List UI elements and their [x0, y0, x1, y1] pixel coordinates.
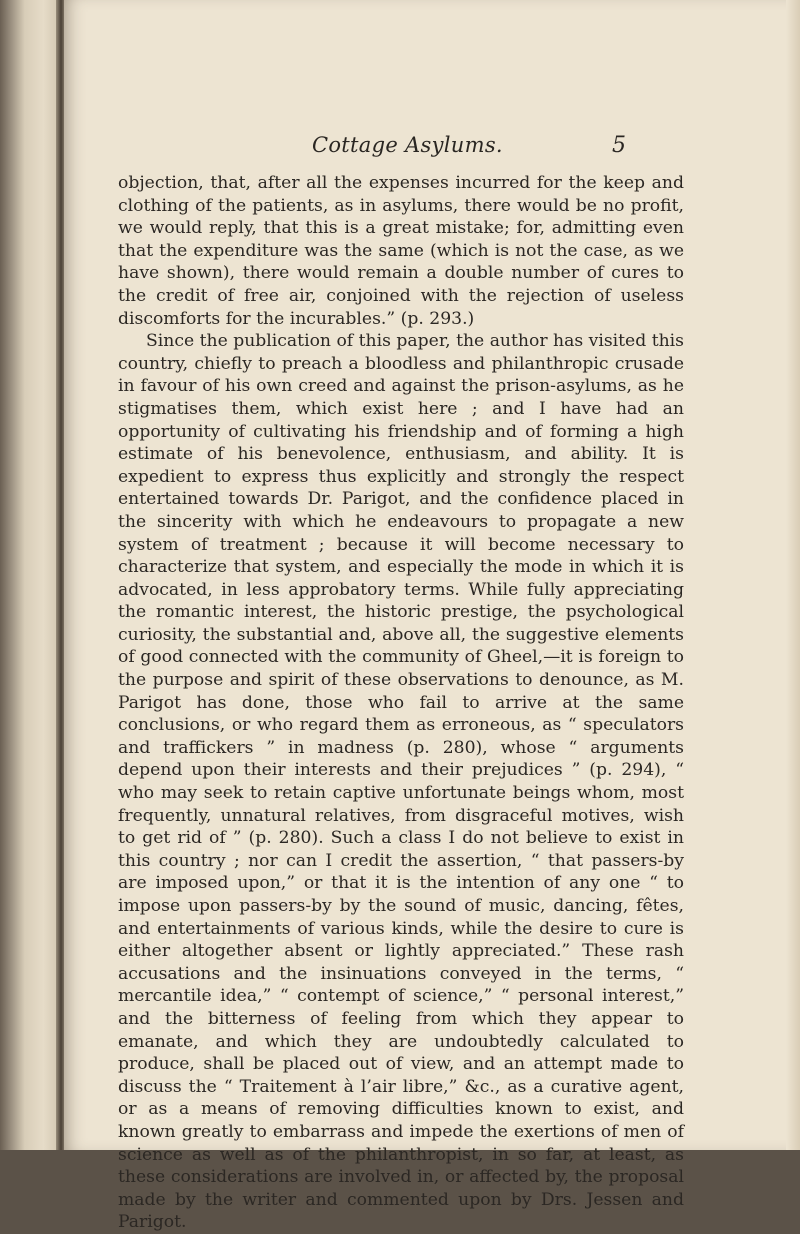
book-page [64, 0, 800, 1233]
left-page-edge [0, 0, 62, 1150]
paragraph: Since the publication of this paper, the author has visited this country, chiefly to preach a bloodless and philanthropic crusade in favour of his own creed and against the prison-asylums, as he stigmatises them, which exist here ; and I have had an opportunity of cultivating his friendship and of forming a high estimate of his benevolence, enthusiasm, and ability. It is expedient to express thus explicitly and strongly the respect entertained towards Dr. Parigot, and the confidence placed in the sincerity with which he endeavours to propagate a new system of treatment ; because it will become necessary to characterize that system, and especially the mode in which it is advocated, in less approbatory terms. While fully appreciating the romantic interest, the historic prestige, the psychological curiosity, the substantial and, above all, the suggestive elements of good connected with the community of Gheel,—it is foreign to the purpose and spirit of these observations to denounce, as M. Parigot has done, those who fail to arrive at the same conclusions, or who regard them as erroneous, as “ speculators and traffickers ” in madness (p. 280), whose “ arguments depend upon their interests and their prejudices ” (p. 294), “ who may seek to retain captive unfortunate beings whom, most frequently, unnatural relatives, from disgraceful motives, wish to get rid of ” (p. 280). Such a class I do not believe to exist in this country ; nor can I credit the assertion, “ that passers-by are imposed upon,” or that it is the intention of any one “ to impose upon passers-by by the sound of music, dancing, fêtes, and entertainments of various kinds, while the desire to cure is either altogether absent or lightly appreciated.” These rash accusations and the insinuations conveyed in the terms, “ mercantile idea,” “ contempt of science,” “ personal interest,” and the bitterness of feeling from which they appear to emanate, and which they are undoubtedly calculated to produce, shall be placed out of view, and an attempt made to discuss the “ Traitement à l’air libre,” &c., as a curative agent, or as a means of removing difficulties known to exist, and known greatly to embarrass and impede the exertions of men of science as well as of the philanthropist, in so far, at least, as these considerations are involved in, or affected by, the proposal made by the writer and commented upon by Drs. Jessen and Parigot. [118, 331, 684, 1233]
body-text [118, 172, 684, 1234]
page-right-edge [786, 0, 800, 1150]
running-head [64, 133, 800, 163]
running-title: Cottage Asylums. [312, 133, 503, 157]
page-number: 5 [612, 133, 626, 158]
paragraph-continuation: objection, that, after all the expenses incurred for the keep and clothing of the patients, as in asylums, there would be no profit, we would reply, that this is a great mistake; for, admitting even that the expenditure was the same (which is not the case, as we have shown), there would remain a double number of cures to the credit of free air, conjoined with the rejection of useless discomforts for the incurables.” (p. 293.) [118, 173, 684, 329]
